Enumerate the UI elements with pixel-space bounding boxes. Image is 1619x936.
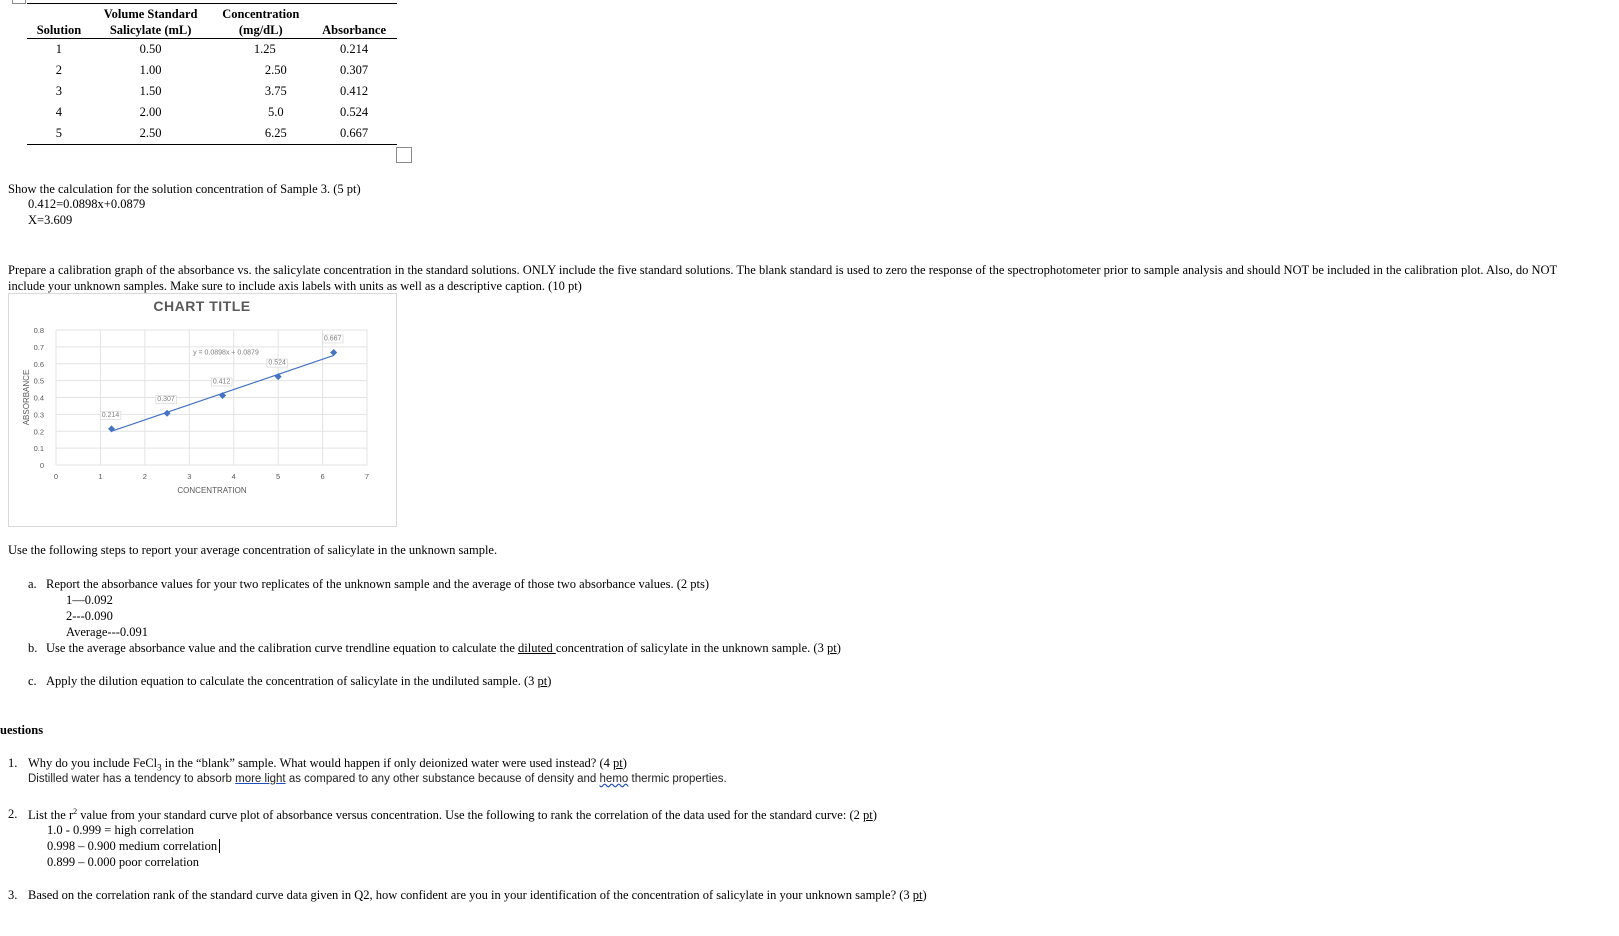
data-label: 0.524 — [268, 359, 286, 367]
data-label: 0.412 — [212, 378, 231, 386]
data-label: 0.214 — [101, 411, 120, 419]
solution-cell: 2 — [55, 63, 63, 77]
text-cursor — [219, 839, 220, 853]
data-point — [164, 410, 171, 417]
y-tick-label: 0.5 — [33, 376, 44, 386]
q1-answer-pre: Distilled water has a tendency to absorb — [28, 773, 236, 785]
step-a-answer-1[interactable]: 1—0.092 — [66, 593, 113, 607]
chart-svg — [9, 294, 396, 526]
solution-cell: 3 — [55, 84, 63, 98]
chart-title: CHART TITLE — [153, 298, 251, 314]
step-a-answer-2[interactable]: 2---0.090 — [66, 609, 113, 623]
volume-cell: 1.50 — [139, 84, 162, 98]
step-c-text-main: Apply the dilution equation to calculate the concentration of salicylate in the undiluted sample. (3 — [46, 674, 538, 688]
solution-cell: 1 — [55, 42, 63, 56]
q1-answer-mid: as compared to any other substance because of density and — [285, 773, 600, 785]
step-b-text — [46, 641, 841, 656]
y-tick-label: 0.4 — [33, 393, 44, 403]
solution-cell: 4 — [55, 105, 63, 119]
q2-text — [28, 807, 877, 823]
step-c-marker: c. — [28, 674, 37, 688]
data-label: 0.307 — [157, 396, 175, 404]
graph-prompt-line1: Prepare a calibration graph of the absorbance vs. the salicylate concentration in the standard solutions. ONLY include the five standard solutions. The blank standard is used to zero the response of the spectrophotometer prior to sample analysis and should NOT be included in the calibration plot. Also, do NOT — [8, 263, 1558, 277]
questions-heading: uestions — [0, 723, 44, 737]
q3-pt: pt — [912, 888, 923, 902]
y-tick-label: 0.6 — [33, 359, 44, 369]
header-cell — [27, 4, 91, 23]
absorbance-cell: 0.307 — [340, 63, 369, 77]
calc-prompt: Show the calculation for the solution concentration of Sample 3. (5 pt) — [8, 182, 361, 196]
trendline-equation: y = 0.0898x + 0.0879 — [193, 349, 259, 357]
q1-close: ) — [622, 756, 627, 770]
x-tick-label: 0 — [53, 472, 59, 481]
calc-answer-line2[interactable]: X=3.609 — [28, 213, 73, 227]
header-cell: (mg/dL) — [210, 22, 311, 39]
x-tick-label: 6 — [320, 472, 325, 481]
y-tick-label: 0.1 — [33, 444, 44, 454]
data-point — [330, 349, 337, 356]
x-tick-label: 5 — [276, 472, 281, 481]
step-a-marker: a. — [28, 577, 37, 591]
q2-scale-medium-text: 0.998 – 0.900 medium correlation — [47, 839, 218, 853]
step-b-close: ) — [836, 641, 841, 655]
graph-prompt-line2: include your unknown samples. Make sure to include axis labels with units as well as a descriptive caption. (10 pt) — [8, 279, 582, 293]
table-row — [27, 60, 397, 81]
q2-superscript: 2 — [73, 807, 78, 816]
table-row — [27, 81, 397, 102]
header-cell — [311, 4, 397, 23]
x-tick-label: 7 — [364, 472, 370, 481]
x-tick-label: 1 — [98, 472, 103, 481]
concentration-cell: 6.25 — [210, 123, 311, 145]
y-tick-label: 0 — [39, 461, 44, 470]
y-axis-title: ABSORBANCE — [22, 369, 31, 426]
header-cell: Absorbance — [311, 22, 397, 39]
calc-answer-line1[interactable]: 0.412=0.0898x+0.0879 — [28, 197, 146, 211]
concentration-cell: 5.0 — [267, 105, 284, 119]
data-label: 0.667 — [323, 335, 342, 343]
step-a-text: Report the absorbance values for your two replicates of the unknown sample and the average of those two absorbance values. (2 pts) — [46, 577, 709, 591]
x-tick-label: 3 — [187, 472, 192, 481]
steps-intro: Use the following steps to report your average concentration of salicylate in the unknown sample. — [8, 543, 498, 557]
step-b-text-pre: Use the average absorbance value and the calibration curve trendline equation to calculate the — [46, 641, 519, 655]
q1-answer-hemo: hemo — [599, 773, 629, 785]
step-c-pt: pt — [537, 674, 548, 688]
q2-scale-medium[interactable] — [47, 839, 220, 854]
step-c-text — [46, 674, 551, 689]
q1-answer-more-light: more light — [235, 773, 286, 785]
step-b-text-post: concentration of salicylate in the unknown sample. (3 — [555, 641, 827, 655]
absorbance-cell: 0.524 — [340, 105, 369, 119]
step-b-pt: pt — [826, 641, 837, 655]
header-cell: Salicylate (mL) — [91, 22, 211, 39]
absorbance-cell: 0.667 — [311, 123, 397, 145]
q1-subscript: 3 — [157, 762, 162, 773]
q1-text-pre: Why do you include FeCl — [28, 756, 158, 770]
step-c-close: ) — [547, 674, 552, 688]
absorbance-cell: 0.214 — [340, 42, 369, 56]
volume-cell: 1.00 — [139, 63, 162, 77]
q3-text-main: Based on the correlation rank of the standard curve data given in Q2, how confident are you in your identification of the concentration of salicylate in your unknown sample? (3 — [28, 888, 913, 902]
q1-text — [28, 756, 627, 773]
x-tick-label: 4 — [231, 472, 236, 481]
table-resize-handle[interactable] — [396, 147, 412, 163]
q3-number: 3. — [8, 888, 18, 902]
table-header-row — [27, 4, 397, 23]
x-tick-label: 2 — [142, 472, 147, 481]
volume-cell: 2.00 — [139, 105, 162, 119]
q1-answer-post: thermic properties. — [628, 773, 727, 785]
x-axis-title: CONCENTRATION — [177, 486, 247, 495]
table-header-row — [27, 22, 397, 39]
q3-close: ) — [922, 888, 927, 902]
calibration-chart[interactable] — [8, 293, 397, 527]
q1-text-post: in the “blank” sample. What would happen if only deionized water were used instead? (4 — [161, 756, 614, 770]
q2-pt: pt — [862, 808, 873, 823]
step-a-answer-avg[interactable]: Average---0.091 — [66, 625, 149, 639]
q2-text-post: value from your standard curve plot of absorbance versus concentration. Use the following to rank the correlation of the data used for the standard curve: (2 — [77, 808, 863, 823]
q2-number: 2. — [8, 807, 18, 821]
y-tick-label: 0.8 — [33, 326, 44, 335]
solution-cell: 5 — [27, 123, 91, 145]
concentration-cell: 2.50 — [264, 63, 287, 77]
q1-pt: pt — [613, 756, 623, 770]
concentration-cell: 1.25 — [253, 42, 276, 56]
header-cell: Solution — [27, 22, 91, 39]
volume-cell: 2.50 — [91, 123, 211, 145]
q2-scale-high: 1.0 - 0.999 = high correlation — [47, 823, 194, 837]
table-handle[interactable] — [12, 0, 26, 4]
q2-scale-poor: 0.899 – 0.000 poor correlation — [47, 855, 200, 869]
y-tick-label: 0.3 — [33, 410, 44, 420]
y-tick-label: 0.2 — [33, 427, 44, 437]
volume-cell: 0.50 — [139, 42, 162, 56]
q2-text-pre: List the r — [28, 808, 74, 823]
standards-table — [27, 3, 397, 145]
table-row — [27, 123, 397, 145]
absorbance-cell: 0.412 — [340, 84, 369, 98]
header-cell: Concentration — [210, 4, 311, 23]
step-b-diluted: diluted — [518, 641, 556, 655]
q1-number: 1. — [8, 756, 18, 770]
table-row — [27, 102, 397, 123]
step-b-marker: b. — [28, 641, 38, 655]
table-row — [27, 39, 397, 61]
header-cell: Volume Standard — [91, 4, 211, 23]
q3-text — [28, 888, 927, 903]
y-tick-label: 0.7 — [33, 342, 44, 352]
concentration-cell: 3.75 — [264, 84, 287, 98]
q2-close: ) — [872, 808, 877, 823]
q1-answer[interactable] — [28, 773, 727, 785]
